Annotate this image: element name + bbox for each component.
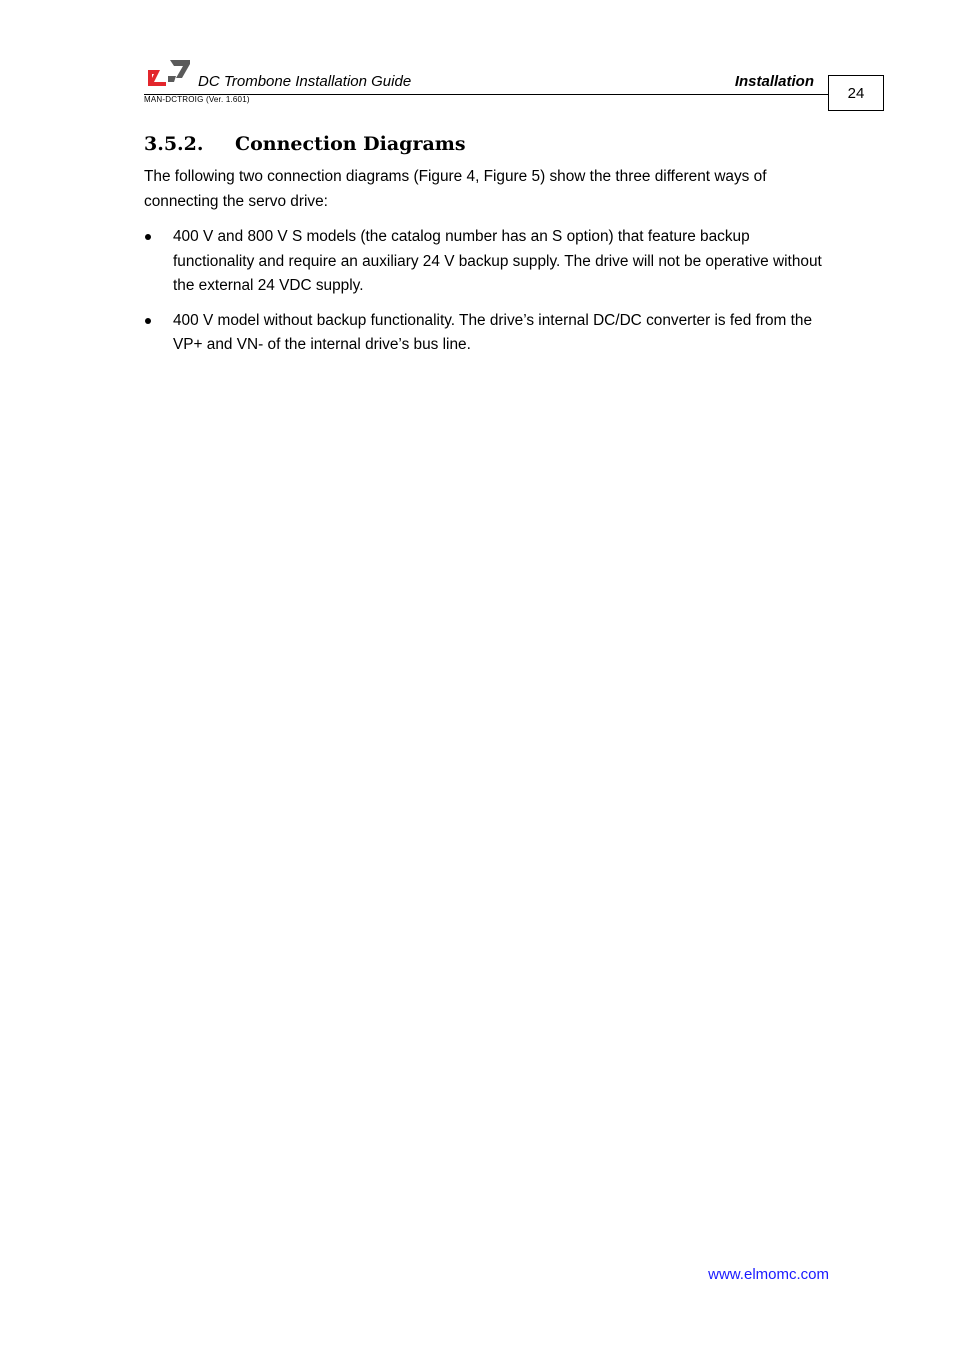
list-item — [144, 309, 834, 358]
elmo-logo — [148, 58, 190, 88]
section-number: 3.5.2. — [144, 133, 204, 155]
bullet-icon — [145, 318, 151, 324]
page-number-box — [828, 75, 884, 111]
section-heading — [144, 133, 466, 155]
list-item-text: 400 V and 800 V S models (the catalog number has an S option) that feature backup functionality and require an auxiliary 24 V backup supply. The drive will not be operative without the external 24 VDC supply. — [173, 228, 822, 294]
document-title: DC Trombone Installation Guide — [198, 73, 412, 90]
bullet-list — [144, 225, 834, 368]
website-link[interactable]: www.elmomc.com — [708, 1266, 829, 1283]
header-section-name: Installation — [734, 73, 814, 90]
section-title: Connection Diagrams — [235, 133, 466, 155]
bullet-icon — [145, 234, 151, 240]
intro-paragraph: The following two connection diagrams (Figure 4, Figure 5) show the three different ways of connecting the servo drive: — [144, 168, 767, 210]
list-item-text: 400 V model without backup functionality. The drive’s internal DC/DC converter is fed from the VP+ and VN- of the internal drive’s bus line. — [173, 311, 813, 353]
list-item — [144, 225, 834, 299]
page-number: 24 — [847, 84, 865, 102]
document-code: MAN-DCTROIG (Ver. 1.601) — [144, 95, 250, 104]
